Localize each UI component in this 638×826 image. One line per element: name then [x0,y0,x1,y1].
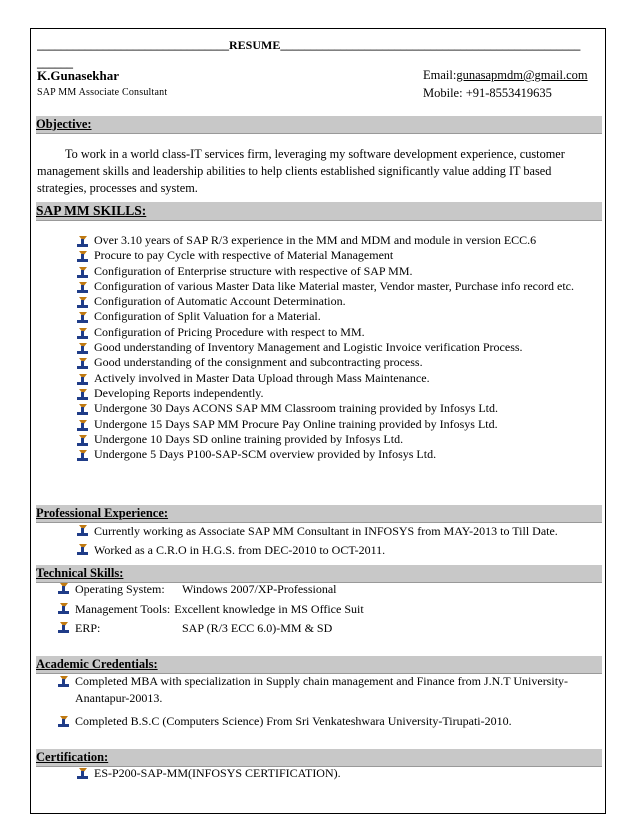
bullet-icon [77,343,88,354]
bullet-icon [77,544,88,555]
list-item [75,713,568,730]
bullet-icon [77,450,88,461]
academic-list [75,673,568,730]
list-item [94,417,574,432]
section-heading-experience: Professional Experience: [36,505,602,523]
list-item-text: ES-P200-SAP-MM(INFOSYS CERTIFICATION). [94,766,341,780]
list-item [94,233,574,248]
academic-item-2: Completed B.S.C (Computers Science) From Sri Venkateshwara University-Tirupati-2010. [75,714,512,728]
list-item-text: Developing Reports independently. [94,385,264,400]
bullet-icon [58,583,69,594]
technical-skill-row [75,580,364,600]
list-item [94,765,341,782]
objective-text: To work in a world class-IT services firm, leveraging my software development experience, customer management skills and leadership abilities to help clients established significantly value adding IT based strategies, processes and system. [37,147,565,195]
technical-skill-row [75,600,364,620]
section-heading-skills: SAP MM SKILLS: [36,202,602,221]
list-item [94,432,574,447]
list-item [94,522,558,541]
technical-skill-row [75,619,364,639]
contact-email [423,68,588,83]
contact-mobile: Mobile: +91-8553419635 [423,86,552,100]
section-heading-objective: Objective: [36,116,602,134]
academic-item-1-line-1: Completed MBA with specialization in Supply chain management and Finance from J.N.T University- [75,674,569,688]
list-item-text: Undergone 5 Days P100-SAP-SCM overview provided by Infosys Ltd. [94,447,437,462]
bullet-icon [77,251,88,262]
technical-skill-value: Windows 2007/XP-Professional [182,582,337,596]
bullet-icon [77,282,88,293]
bullet-icon [77,525,88,536]
list-item [94,447,574,462]
list-item-text: Currently working as Associate SAP MM Consultant in INFOSYS from MAY-2013 to Till Date. [94,524,558,538]
list-item [94,279,574,294]
resume-title-line: ________________________________RESUME__________________________________________________ [37,38,581,52]
list-item [94,309,574,324]
list-item-text: Configuration of Split Valuation for a Material. [94,309,321,324]
technical-skill-value: Excellent knowledge in MS Office Suit [174,601,364,616]
list-item-text: Configuration of Enterprise structure with respective of SAP MM. [94,263,413,278]
bullet-icon [58,622,69,633]
list-item [94,248,574,263]
list-item-text: Configuration of Pricing Procedure with respect to MM. [94,324,365,339]
list-item [75,673,568,707]
technical-skill-label: Management Tools: [75,601,171,616]
technical-skills-list [75,580,364,639]
bullet-icon [77,420,88,431]
bullet-icon [58,716,69,727]
certification-list [94,765,341,782]
bullet-icon [77,389,88,400]
bullet-icon [77,297,88,308]
section-heading-certification: Certification: [36,749,602,767]
bullet-icon [77,328,88,339]
technical-skill-label: Operating System: [75,582,165,596]
list-item [94,355,574,370]
bullet-icon [77,312,88,323]
technical-skill-label: ERP: [75,621,101,635]
bullet-icon [58,603,69,614]
bullet-icon [77,435,88,446]
bullet-icon [77,374,88,385]
list-item-text: Undergone 10 Days SD online training provided by Infosys Ltd. [94,431,404,446]
list-item-text: Procure to pay Cycle with respective of Material Management [94,248,394,263]
list-item [94,371,574,386]
email-link[interactable]: gunasapmdm@gmail.com [456,68,588,82]
academic-item-1-line-2: Anantapur-20013. [75,691,163,705]
resume-title-line-continuation: ______ [37,56,73,70]
list-item [94,340,574,355]
list-item [94,325,574,340]
bullet-icon [58,676,69,687]
bullet-icon [77,267,88,278]
list-item [94,541,558,560]
list-item-text: Worked as a C.R.O in H.G.S. from DEC-2010 to OCT-2011. [94,543,386,557]
bullet-icon [77,768,88,779]
list-item [94,401,574,416]
list-item [94,294,574,309]
list-item-text: Undergone 30 Days ACONS SAP MM Classroom training provided by Infosys Ltd. [94,401,498,416]
list-item-text: Configuration of Automatic Account Determination. [94,294,346,309]
candidate-role: SAP MM Associate Consultant [37,87,168,98]
experience-list [94,522,558,560]
list-item-text: Actively involved in Master Data Upload through Mass Maintenance. [94,370,430,385]
technical-skill-value: SAP (R/3 ECC 6.0)-MM & SD [182,621,333,635]
section-heading-technical: Technical Skills: [36,565,602,583]
bullet-icon [77,358,88,369]
bullet-icon [77,404,88,415]
candidate-name: K.Gunasekhar [37,68,119,83]
email-label: Email: [423,68,457,82]
list-item-text: Undergone 15 Days SAP MM Procure Pay Online training provided by Infosys Ltd. [94,416,498,431]
list-item-text: Good understanding of Inventory Management and Logistic Invoice verification Process. [94,340,523,355]
section-heading-academic: Academic Credentials: [36,656,602,674]
list-item-text: Configuration of various Master Data like Material master, Vendor master, Purchase info record etc. [94,278,574,293]
list-item [94,386,574,401]
list-item [94,264,574,279]
bullet-icon [77,236,88,247]
skills-list [94,233,574,462]
list-item-text: Over 3.10 years of SAP R/3 experience in the MM and MDM and module in version ECC.6 [94,233,537,247]
list-item-text: Good understanding of the consignment and subcontracting process. [94,355,423,370]
